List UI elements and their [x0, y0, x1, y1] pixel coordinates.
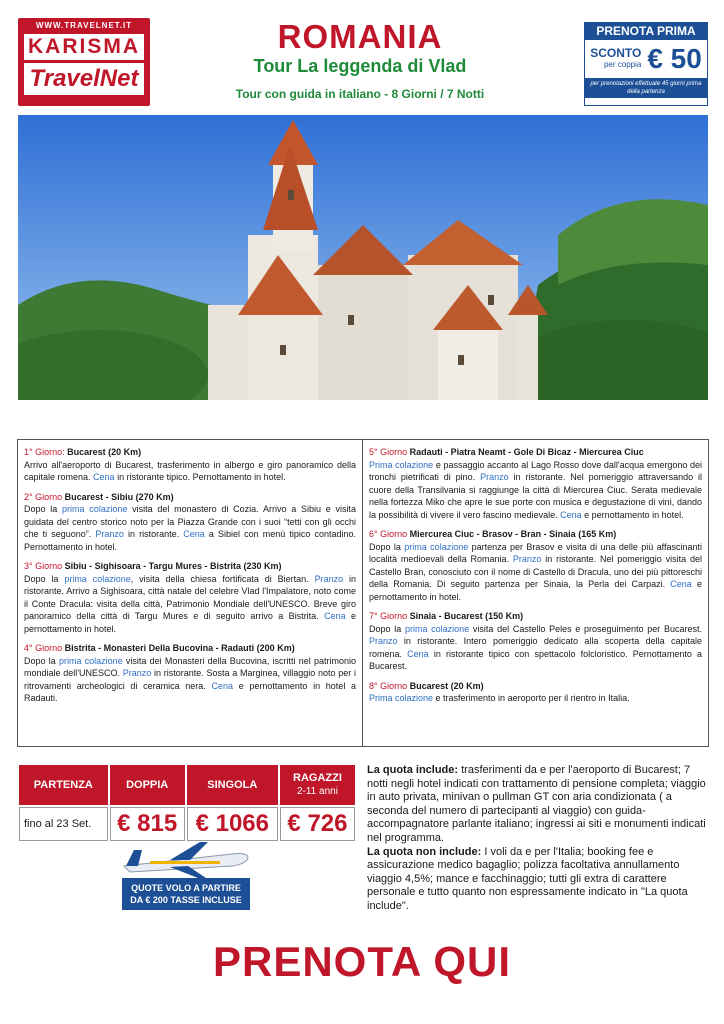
flight-quote-line2: DA € 200 TASSE INCLUSE [130, 895, 242, 905]
itinerary-column-left [18, 440, 363, 746]
day-text: e passaggio accanto al Lago Rosso dove dall'acqua emergono dei tronchi pietrificati di pino. [369, 459, 702, 482]
header-singola: SINGOLA [187, 765, 278, 805]
day-text: Dopo la [369, 623, 405, 634]
day-heading [369, 680, 702, 693]
day-text: in ristorante. Intero pomeriggio dedicato alla scoperta della capitale romena. [369, 636, 702, 659]
day-text: , visita della chiesa fortificata di Biertan. [130, 573, 315, 584]
flight-quote-line1: QUOTE VOLO A PARTIRE [131, 883, 241, 893]
day-heading [24, 642, 356, 655]
day-text: in ristorante. [123, 529, 184, 539]
itinerary-day [369, 610, 702, 673]
departure-date: fino al 23 Set. [19, 807, 108, 841]
meal-highlight: Pranzo [314, 573, 344, 584]
quota-details [367, 764, 707, 914]
day-heading [24, 491, 356, 504]
logo-brand-travelnet: TravelNet [24, 63, 144, 95]
day-heading [369, 528, 702, 541]
itinerary-day [369, 680, 702, 705]
itinerary-box [17, 439, 709, 747]
header-ragazzi-age: 2-11 anni [296, 786, 338, 797]
day-text: visita del Castello Peles e proseguimento per Bucarest. [469, 623, 702, 634]
book-now-cta[interactable]: PRENOTA QUI [212, 938, 511, 985]
day-number: 1° Giorno: [24, 447, 65, 457]
promo-amount: € 50 [647, 43, 702, 74]
day-description [369, 693, 630, 703]
day-description [24, 460, 356, 483]
meal-highlight: prima colazione [64, 573, 131, 584]
day-route: Bucarest (20 Km) [67, 447, 142, 457]
day-number: 7° Giorno [369, 611, 408, 621]
quota-include [367, 764, 707, 846]
day-text: e pernottamento in hotel. [369, 579, 702, 602]
meal-highlight: Pranzo [95, 529, 124, 539]
day-text: in ristorante. Nel pomeriggio visita del Castello Bran, conosciuto con il nome di Castello di Dracula, uno dei più pittoreschi della Romania. Di seguito partenza per Sinaia, la Perla dei Carpazi. [369, 554, 702, 589]
meal-highlight: Cena [93, 472, 115, 482]
meal-highlight: Prima colazione [369, 459, 434, 470]
itinerary-day [24, 446, 356, 484]
meal-highlight: prima colazione [404, 623, 470, 634]
meal-highlight: prima colazione [404, 541, 469, 552]
day-route: Bistrita - Monasteri Della Bucovina - Radauti (200 Km) [64, 643, 295, 653]
day-text: Dopo la [24, 573, 65, 584]
day-description [24, 574, 356, 634]
price-kids: € 726 [280, 807, 355, 841]
day-text: visita del monastero di Cozia. Arrivo a Sibiu e visita guidata del centro storico noto per la Piazza Grande con i suoi “tetti con gli occhi che ti seguono”. [24, 504, 357, 539]
itinerary-day [369, 446, 702, 521]
promo-title: PRENOTA PRIMA [585, 23, 707, 40]
early-booking-badge [584, 22, 708, 106]
itinerary-day [24, 642, 356, 705]
tour-name: Tour La leggenda di Vlad [253, 56, 467, 76]
day-description [369, 460, 702, 520]
day-number: 6° Giorno [369, 529, 408, 539]
day-text: in ristorante. Sosta a Marginea, villaggio noto per i ritrovamenti archeologici di ceramica nera. [24, 668, 356, 691]
header-doppia: DOPPIA [110, 765, 185, 805]
day-text: in ristorante tipico con spettacolo folcloristico. Pernottamento a Bucarest. [369, 648, 702, 671]
day-heading [24, 446, 356, 459]
logo-brand-karisma: KARISMA [24, 34, 144, 60]
quota-non-include-text: I voli da e per l'Italia; booking fee e assicurazione medico bagaglio; polizza facoltativa annullamento viaggio 4,5%; mance e facchinaggio; tutti gli extra di carattere personale e tutto quanto non espressamente indicato in "La quota include". [367, 845, 688, 912]
day-heading [369, 610, 702, 623]
itinerary-day [369, 528, 702, 603]
day-text: e pernottamento in hotel a Radauti. [24, 680, 357, 703]
day-number: 3° Giorno [24, 561, 63, 571]
meal-highlight: Cena [407, 648, 429, 659]
meal-highlight: Cena [324, 611, 346, 621]
day-text: Arrivo all'aeroporto di Bucarest, trasferimento in albergo e giro panoramico della capitale romena. [24, 459, 356, 482]
flight-quote-text [122, 878, 250, 910]
quota-include-text: trasferimenti da e per l'aeroporto di Bucarest; 7 notti negli hotel indicati con trattamento di pensione completa; viaggio in auto privata, minivan o pullman GT con aria condizionata ( a seconda del numero di partecipanti al viaggio) con guida-accompagnatore parlante italiano; ingressi ai siti e monumenti indicati nel programma. [367, 764, 706, 844]
meal-highlight: Pranzo [369, 636, 398, 646]
price-row [19, 807, 355, 841]
quota-non-include-label: La quota non include: [367, 845, 482, 858]
meal-highlight: Pranzo [512, 554, 542, 564]
tour-info: Tour con guida in italiano - 8 Giorni / 7 Notti [235, 87, 485, 101]
day-description [24, 656, 356, 704]
day-route: Sibiu - Sighisoara - Targu Mures - Bistrita (230 Km) [64, 561, 282, 571]
day-text: Dopo la [369, 541, 405, 552]
page-title: ROMANIA [277, 18, 443, 55]
quota-include-label: La quota include: [367, 764, 459, 776]
day-text: in ristorante. Nel pomeriggio attraversando il cuore della Transilvania si raggiunge la città di Miercurea Ciuc. Serata medievale nella fortezza Miko che apre le sue porte con musica e degustazione di vini, dando la possibilità di vivere il vero fascino medievale. [369, 472, 702, 520]
day-text: in ristorante tipico. Pernottamento in hotel. [114, 472, 286, 482]
day-description [369, 542, 702, 602]
day-number: 8° Giorno [369, 680, 408, 691]
day-description [24, 504, 356, 552]
day-route: Bucarest - Sibiu (270 Km) [64, 491, 174, 502]
day-description [369, 624, 702, 672]
day-number: 2° Giorno [24, 491, 63, 502]
meal-highlight: Cena [183, 529, 205, 539]
itinerary-day [24, 491, 356, 554]
promo-discount-label [590, 48, 641, 70]
itinerary-column-right [363, 440, 708, 746]
day-text: e pernottamento in hotel. [24, 611, 356, 634]
day-heading [24, 560, 356, 573]
day-text: e trasferimento in aeroporto per il rientro in Italia. [433, 693, 630, 703]
day-heading [369, 446, 702, 459]
karisma-travelnet-logo [18, 18, 150, 106]
day-route: Bucarest (20 Km) [409, 680, 484, 691]
promo-sconto: SCONTO [590, 46, 642, 60]
meal-highlight: Cena [211, 680, 234, 691]
meal-highlight: Cena [670, 579, 692, 589]
header-partenza: PARTENZA [19, 765, 108, 805]
meal-highlight: Cena [560, 509, 582, 520]
promo-per-coppia: per coppia [603, 60, 642, 69]
day-text: visita dei Monasteri della Bucovina, iscritti nel patrimonio mondiale dell'UNESCO. [24, 655, 356, 678]
meal-highlight: Pranzo [480, 472, 509, 482]
meal-highlight: prima colazione [58, 655, 123, 666]
day-route: Radauti - Piatra Neamt - Gole Di Bicaz - Miercurea Ciuc [409, 447, 644, 457]
price-table [17, 763, 357, 843]
quota-non-include [367, 846, 707, 914]
bran-castle-photo [18, 115, 708, 400]
header-ragazzi [280, 765, 355, 805]
logo-url: WWW.TRAVELNET.IT [35, 21, 133, 30]
header-ragazzi-label: RAGAZZI [293, 772, 342, 784]
promo-footnote: per prenotazioni effettuate 45 giorni prima della partenza [585, 78, 707, 98]
price-double: € 815 [110, 807, 185, 841]
day-text: a Sibiel con menù tipico contadino. Pernottamento in hotel. [24, 529, 356, 552]
price-single: € 1066 [187, 807, 278, 841]
day-route: Miercurea Ciuc - Brasov - Bran - Sinaia (165 Km) [409, 529, 617, 539]
day-text: partenza per Brasov e visita di una delle più affascinanti località medioevali della Romania. [369, 541, 702, 564]
itinerary-day [24, 560, 356, 635]
day-number: 4° Giorno [24, 643, 63, 653]
day-text: e pernottamento in hotel. [581, 509, 684, 520]
day-number: 5° Giorno [369, 447, 408, 457]
meal-highlight: Pranzo [122, 668, 152, 678]
meal-highlight: Prima colazione [369, 693, 434, 703]
airplane-icon [120, 840, 252, 880]
price-table-wrap [17, 763, 357, 843]
meal-highlight: prima colazione [62, 504, 128, 514]
flight-quote-banner [120, 840, 252, 912]
day-text: Dopo la [24, 655, 59, 666]
day-text: in ristorante. Arrivo a Sighisoara, città natale del celebre Vlad l'Impalatore, noto come il Conte Dracula: visita della città, Patrimonio Mondiale dell'UNESCO. Breve giro panoramico della città di Targu Mures e di seguito arrivo a Bistrita. [24, 573, 357, 621]
day-text: Dopo la [24, 504, 63, 514]
day-route: Sinaia - Bucarest (150 Km) [409, 611, 524, 621]
